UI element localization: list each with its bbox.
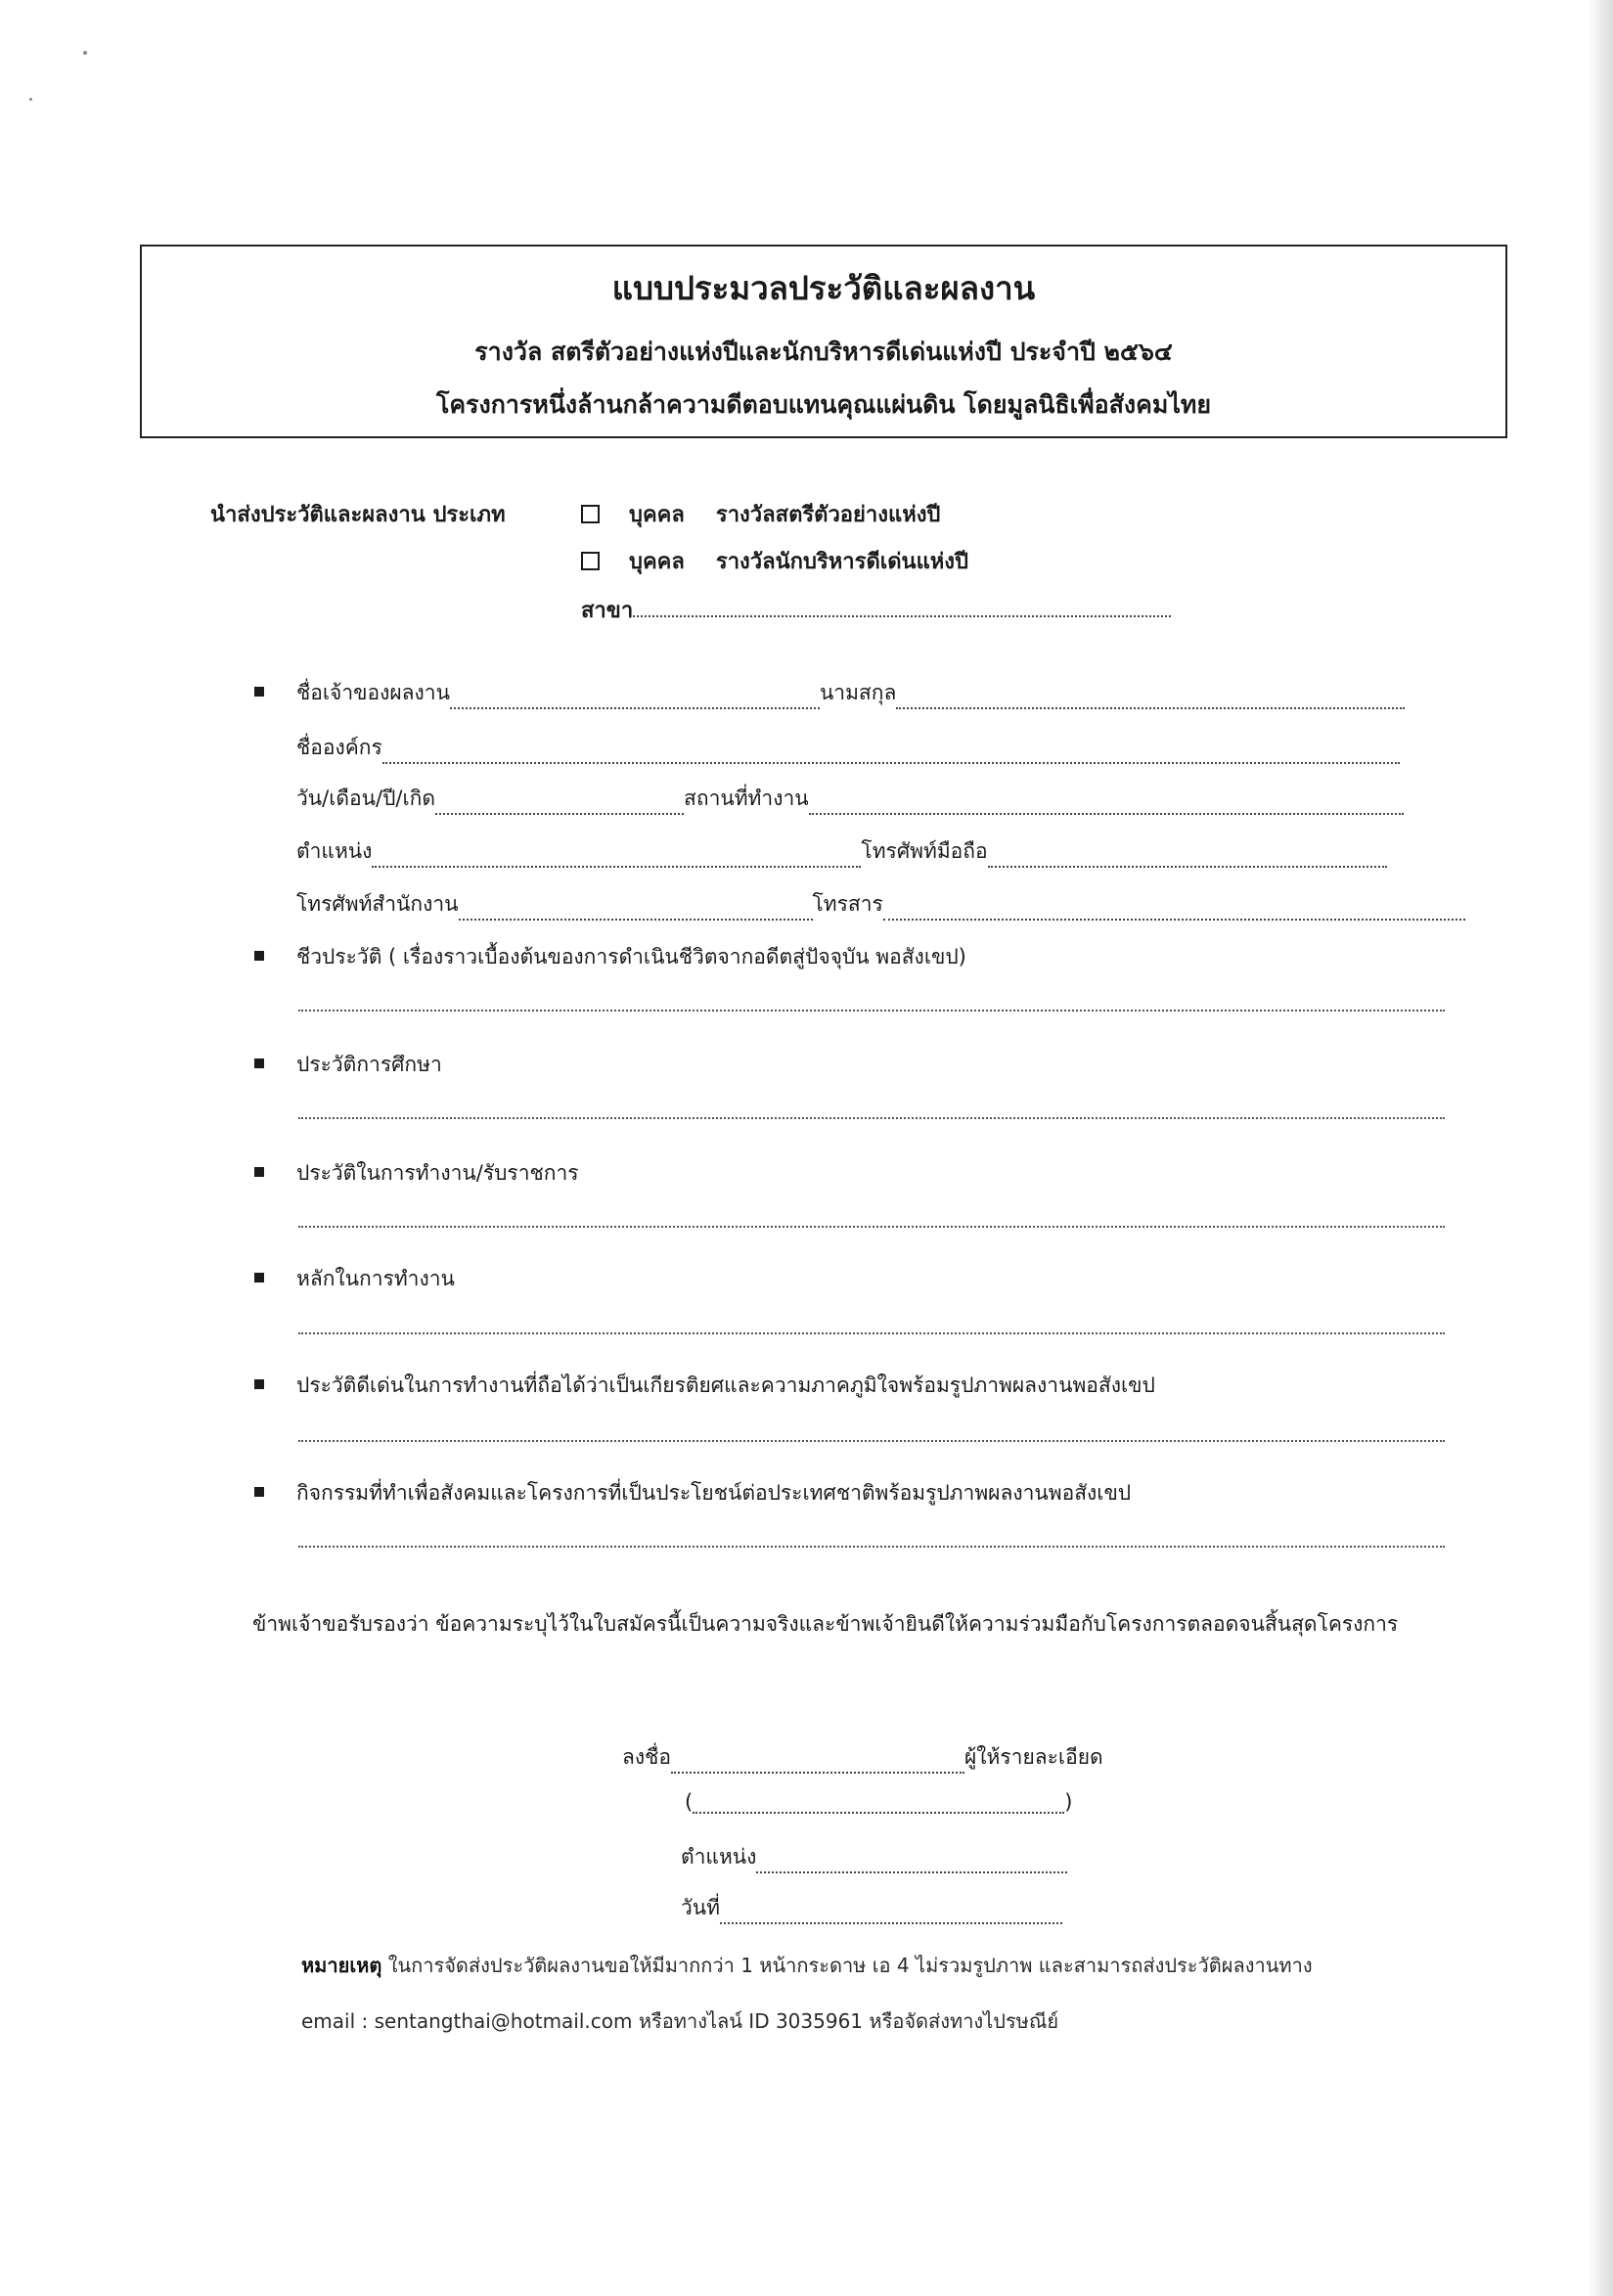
option-kind: บุคคล xyxy=(629,503,685,527)
owner-name-label: ชื่อเจ้าของผลงาน xyxy=(296,681,450,704)
option-row-2 xyxy=(581,544,968,578)
section-work-history: ประวัติในการทำงาน/รับราชการ xyxy=(296,1161,579,1185)
signature-input[interactable] xyxy=(671,1752,964,1774)
signer-position-label: ตำแหน่ง xyxy=(681,1845,757,1868)
workplace-input[interactable] xyxy=(809,793,1404,815)
org-name-input[interactable] xyxy=(382,743,1400,764)
close-paren: ) xyxy=(1064,1790,1073,1814)
note-label: หมายเหตุ xyxy=(301,1954,382,1977)
award-subtitle: รางวัล สตรีตัวอย่างแห่งปีและนักบริหารดีเด่นแห่งปี ประจำปี ๒๕๖๔ xyxy=(474,338,1173,366)
bullet-icon xyxy=(254,1058,264,1068)
org-name-label: ชื่อองค์กร xyxy=(296,736,382,759)
mobile-label: โทรศัพท์มือถือ xyxy=(861,839,988,863)
work-principles-input[interactable] xyxy=(298,1332,1445,1334)
giver-label: ผู้ให้รายละเอียด xyxy=(964,1745,1103,1769)
workplace-label: สถานที่ทำงาน xyxy=(684,787,809,810)
position-input[interactable] xyxy=(372,846,861,868)
fax-input[interactable] xyxy=(883,899,1465,921)
section-work-principles: หลักในการทำงาน xyxy=(296,1267,455,1290)
certification-statement: ข้าพเจ้าขอรับรองว่า ข้อความระบุไว้ในใบสมัครนี้เป็นความจริงและข้าพเจ้ายินดีให้ความร่วมมือกับโครงการตลอดจนสิ้นสุดโครงการ xyxy=(252,1612,1399,1636)
printed-name-row xyxy=(685,1790,1072,1814)
sign-date-label: วันที่ xyxy=(681,1896,720,1919)
bullet-icon xyxy=(254,1273,264,1283)
bullet-icon xyxy=(254,951,264,961)
option-award: รางวัลนักบริหารดีเด่นแห่งปี xyxy=(715,550,968,574)
section-biography: ชีวประวัติ ( เรื่องราวเบื้องต้นของการดำเนินชีวิตจากอดีตสู่ปัจจุบัน พอสังเขป) xyxy=(296,945,966,968)
birth-workplace-row xyxy=(296,783,1404,815)
scan-speck xyxy=(83,51,87,55)
checkbox-executive-of-year[interactable] xyxy=(581,552,600,570)
branch-label: สาขา xyxy=(581,599,634,623)
position-label: ตำแหน่ง xyxy=(296,839,373,863)
phone-fax-row xyxy=(296,888,1465,921)
contact-info: email : sentangthai@hotmail.com หรือทางไลน์ ID 3035961 หรือจัดส่งทางไปรษณีย์ xyxy=(301,2009,1059,2033)
biography-input[interactable] xyxy=(298,1010,1445,1012)
signer-position-input[interactable] xyxy=(756,1852,1067,1873)
note xyxy=(301,1950,1313,1981)
section-social-activities: กิจกรรมที่ทำเพื่อสังคมและโครงการที่เป็นประโยชน์ต่อประเทศชาติพร้อมรูปภาพผลงานพอสังเขป xyxy=(296,1481,1132,1505)
submission-type-label: นำส่งประวัติและผลงาน ประเภท xyxy=(210,503,506,527)
sign-date-input[interactable] xyxy=(720,1903,1062,1924)
bullet-icon xyxy=(254,1487,264,1497)
position-mobile-row xyxy=(296,835,1387,868)
signature-row xyxy=(622,1741,1103,1774)
sign-label: ลงชื่อ xyxy=(622,1745,671,1769)
bullet-icon xyxy=(254,687,264,697)
scan-speck xyxy=(29,98,32,101)
fax-label: โทรสาร xyxy=(812,892,883,916)
sign-date-row xyxy=(681,1892,1062,1924)
project-subtitle: โครงการหนึ่งล้านกล้าความดีตอบแทนคุณแผ่นดิน โดยมูลนิธิเพื่อสังคมไทย xyxy=(435,390,1212,419)
owner-name-input[interactable] xyxy=(450,688,820,709)
section-education: ประวัติการศึกษา xyxy=(296,1053,442,1076)
open-paren: ( xyxy=(685,1790,694,1814)
bullet-icon xyxy=(254,1167,264,1177)
printed-name-input[interactable] xyxy=(693,1792,1064,1814)
birth-date-input[interactable] xyxy=(435,793,684,815)
birth-date-label: วัน/เดือน/ปี/เกิด xyxy=(296,787,436,810)
owner-name-row xyxy=(296,677,1405,709)
surname-input[interactable] xyxy=(896,688,1405,709)
education-input[interactable] xyxy=(298,1117,1445,1119)
bullet-icon xyxy=(254,1379,264,1389)
org-name-row xyxy=(296,732,1400,764)
work-history-input[interactable] xyxy=(298,1226,1445,1228)
page-edge-shadow xyxy=(1588,0,1613,2296)
branch-field xyxy=(581,593,1171,627)
achievements-input[interactable] xyxy=(298,1440,1445,1442)
note-text: ในการจัดส่งประวัติผลงานขอให้มีมากกว่า 1 หน้ากระดาษ เอ 4 ไม่รวมรูปภาพ และสามารถส่งประวัติผลงานทาง xyxy=(387,1954,1313,1977)
office-phone-label: โทรศัพท์สำนักงาน xyxy=(296,892,459,916)
option-row-1 xyxy=(581,497,940,531)
checkbox-woman-of-year[interactable] xyxy=(581,505,600,523)
option-award: รางวัลสตรีตัวอย่างแห่งปี xyxy=(715,503,941,527)
option-kind: บุคคล xyxy=(629,550,685,574)
social-activities-input[interactable] xyxy=(298,1546,1445,1548)
surname-label: นามสกุล xyxy=(819,681,897,704)
mobile-input[interactable] xyxy=(988,846,1387,868)
header-box xyxy=(140,245,1507,438)
signer-position-row xyxy=(681,1841,1067,1873)
form-title: แบบประมวลประวัติและผลงาน xyxy=(611,269,1036,307)
branch-input[interactable] xyxy=(633,596,1171,617)
office-phone-input[interactable] xyxy=(459,899,813,921)
section-achievements: ประวัติดีเด่นในการทำงานที่ถือได้ว่าเป็นเกียรติยศและความภาคภูมิใจพร้อมรูปภาพผลงานพอสังเขป xyxy=(296,1373,1155,1397)
